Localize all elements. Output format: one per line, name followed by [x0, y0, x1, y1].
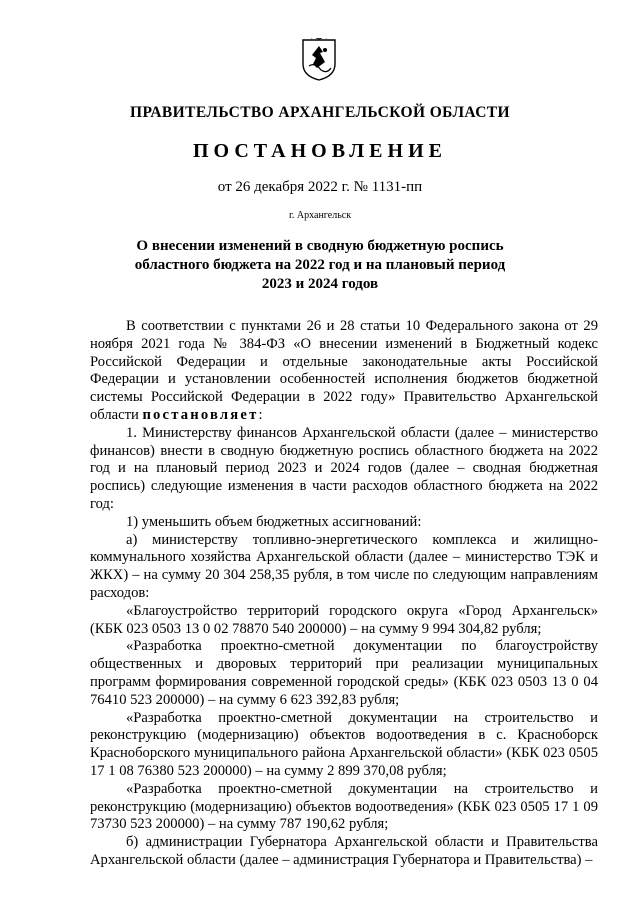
paragraph-expense-2: «Разработка проектно-сметной документации по благоустройству общественных и дворовых территорий при реализации муниципальных программ формирования современной городской среды» (КБК 023 0503 13 0 04 76410 523 200000) – на сумму 6 623 392,83 рубля; — [90, 638, 598, 708]
paragraph-subitem-b: б) администрации Губернатора Архангельской области и Правительства Архангельской области (далее – администрация Губернатора и Правительства) – — [90, 834, 598, 868]
document-title — [80, 237, 560, 294]
date-number: от 26 декабря 2022 г. № 1131-пп — [217, 179, 423, 195]
city: г. Архангельск — [288, 210, 352, 221]
paragraph-expense-1: «Благоустройство территорий городского округа «Город Архангельск» (КБК 023 0503 13 0 02 78870 540 200000) – на сумму 9 994 304,82 рубля; — [90, 602, 598, 637]
preamble-text: В соответствии с пунктами 26 и 28 статьи 10 Федерального закона от 29 ноября 2021 года № 384-ФЗ «О внесении изменений в Бюджетный кодекс Российской Федерации и отдельные законодательные акты Российской Федерации и установлении особенностей исполнения бюджетов бюджетной системы Российской Федерации в 2022 году» Правительство Архангельской области — [90, 318, 598, 423]
paragraph-expense-4: «Разработка проектно-сметной документации на строительство и реконструкцию (модернизацию) объектов водоотведения» (КБК 023 0505 17 1 09 73730 523 200000) – на сумму 787 190,62 рубля; — [90, 780, 598, 833]
document-body — [90, 318, 598, 870]
coat-of-arms-icon — [301, 38, 337, 82]
paragraph-subitem-a: а) министерству топливно-энергетического комплекса и жилищно-коммунального хозяйства Архангельской области (далее – министерство ТЭК и ЖКХ) – на сумму 20 304 258,35 рубля, в том числе по следующим направлениям расходов: — [90, 531, 598, 601]
title-line-3: 2023 и 2024 годов — [261, 276, 379, 292]
government-name: ПРАВИТЕЛЬСТВО АРХАНГЕЛЬСКОЙ ОБЛАСТИ — [129, 104, 510, 121]
document-type: ПОСТАНОВЛЕНИЕ — [193, 140, 447, 162]
preamble-end: : — [258, 406, 263, 423]
paragraph-subitem-1: 1) уменьшить объем бюджетных ассигнований: — [126, 513, 422, 530]
paragraph-preamble — [90, 318, 598, 425]
paragraph-item-1: 1. Министерству финансов Архангельской области (далее – министерство финансов) внести в сводную бюджетную роспись областного бюджета на 2022 год и на плановый период 2023 и 2024 годов (далее – сводная бюджетная роспись) следующие изменения в части расходов областного бюджета на 2022 год: — [90, 424, 598, 512]
title-line-1: О внесении изменений в сводную бюджетную роспись — [136, 238, 504, 254]
title-line-2: областного бюджета на 2022 год и на плановый период — [134, 257, 506, 273]
preamble-emphasis: постановляет — [142, 406, 259, 423]
paragraph-expense-3: «Разработка проектно-сметной документации на строительство и реконструкцию (модернизацию) объектов водоотведения в с. Красноборск Красноборского муниципального района Архангельской области» (КБК 023 0505 17 1 08 76380 523 200000) – на сумму 2 899 370,08 рубля; — [90, 709, 598, 779]
